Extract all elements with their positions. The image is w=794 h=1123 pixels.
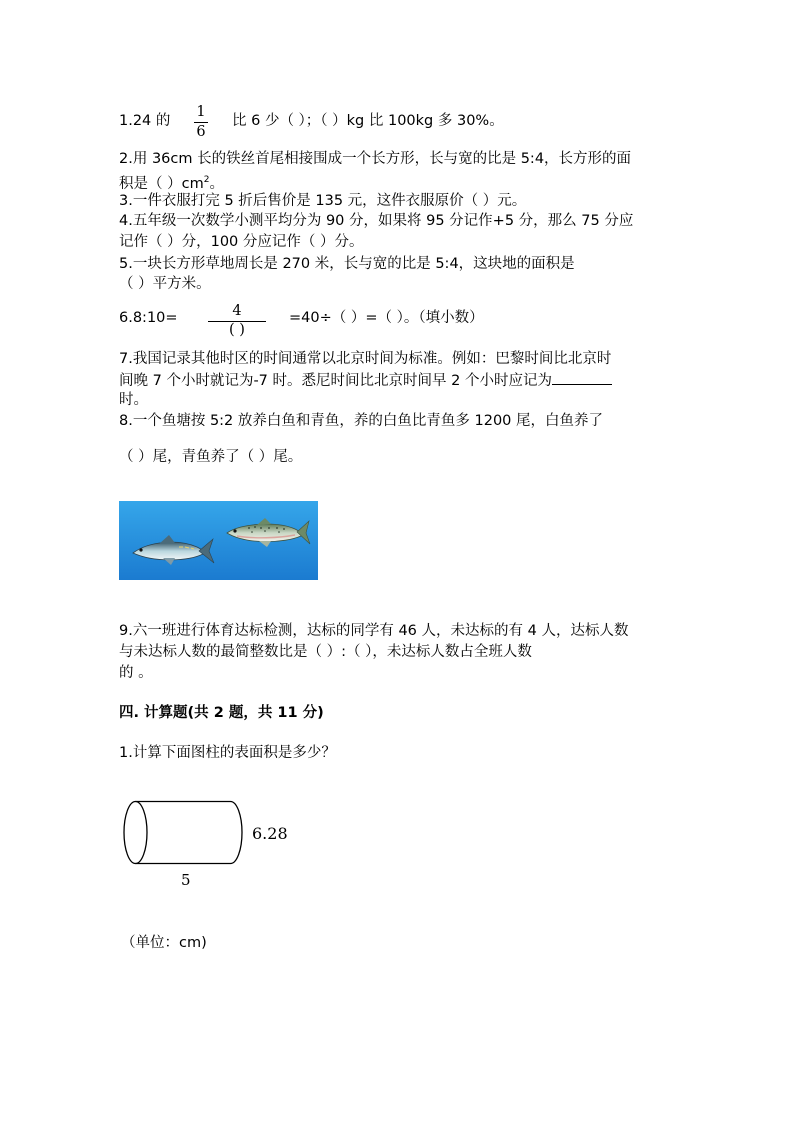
q9-line-3: 的 。 bbox=[119, 665, 153, 681]
q5-line-1: 5.一块长方形草地周长是 270 米，长与宽的比是 5:4，这块地的面积是 bbox=[119, 256, 575, 272]
q2-line-1: 2.用 36cm 长的铁丝首尾相接围成一个长方形，长与宽的比是 5:4，长方形的面 bbox=[119, 151, 632, 167]
q1-fraction-denominator: 6 bbox=[196, 124, 206, 140]
q1-post: 比 6 少（ ）；（ ）kg 比 100kg 多 30%。 bbox=[232, 113, 504, 129]
q4-line-2: 记作（ ）分，100 分应记作（ ）分。 bbox=[119, 234, 364, 250]
cylinder-icon bbox=[118, 795, 248, 870]
q2-line-2-text: 积是（ ）cm bbox=[119, 175, 204, 192]
q2-superscript: 2 bbox=[203, 175, 210, 185]
unit-note: （单位：cm) bbox=[121, 935, 207, 951]
q6-fraction-numerator: 4 bbox=[232, 303, 242, 319]
q9-line-1: 9.六一班进行体育达标检测，达标的同学有 46 人，未达标的有 4 人，达标人数 bbox=[119, 623, 629, 639]
q1-fraction-numerator: 1 bbox=[196, 104, 206, 120]
cylinder-side-label: 6.28 bbox=[252, 824, 288, 843]
question-3: 3.一件衣服打完 5 折后售价是 135 元，这件衣服原价（ ）元。 bbox=[119, 193, 527, 209]
q6-pre: 6.8:10= bbox=[119, 310, 178, 326]
q1-fraction-bar bbox=[194, 122, 208, 123]
q4-line-1: 4.五年级一次数学小测平均分为 90 分，如果将 95 分记作+5 分，那么 75 分应 bbox=[119, 213, 634, 229]
section-4-title: 四. 计算题(共 2 题，共 11 分) bbox=[119, 705, 324, 721]
fish-illustration-icon bbox=[119, 501, 318, 580]
fish-image bbox=[119, 501, 318, 580]
q9-line-2: 与未达标人数的最简整数比是（ ）:（ ），未达标人数占全班人数 bbox=[119, 644, 532, 660]
q5-line-2: （ ）平方米。 bbox=[119, 276, 211, 292]
q7-line-2-text: 间晚 7 个小时就记为-7 时。悉尼时间比北京时间早 2 个小时应记为 bbox=[119, 373, 552, 389]
q8-line-2: （ ）尾，青鱼养了（ ）尾。 bbox=[119, 449, 303, 465]
cylinder-bottom-label: 5 bbox=[181, 871, 191, 889]
cylinder-diagram bbox=[118, 795, 248, 874]
q7-answer-blank bbox=[552, 370, 612, 385]
q8-line-1: 8.一个鱼塘按 5:2 放养白鱼和青鱼，养的白鱼比青鱼多 1200 尾，白鱼养了 bbox=[119, 413, 604, 429]
calc-question-1: 1.计算下面图柱的表面积是多少？ bbox=[119, 745, 336, 761]
q2-line-2-end: 。 bbox=[209, 175, 224, 192]
q7-line-3: 时。 bbox=[119, 392, 148, 408]
q6-post: =40÷（ ）=（ ）。（填小数） bbox=[289, 310, 484, 326]
q7-line-2 bbox=[119, 370, 612, 391]
q1-pre: 1.24 的 bbox=[119, 113, 171, 129]
q6-fraction-denominator: ( ) bbox=[229, 322, 245, 338]
q7-line-1: 7.我国记录其他时区的时间通常以北京时间为标准。例如：巴黎时间比北京时 bbox=[119, 351, 612, 367]
